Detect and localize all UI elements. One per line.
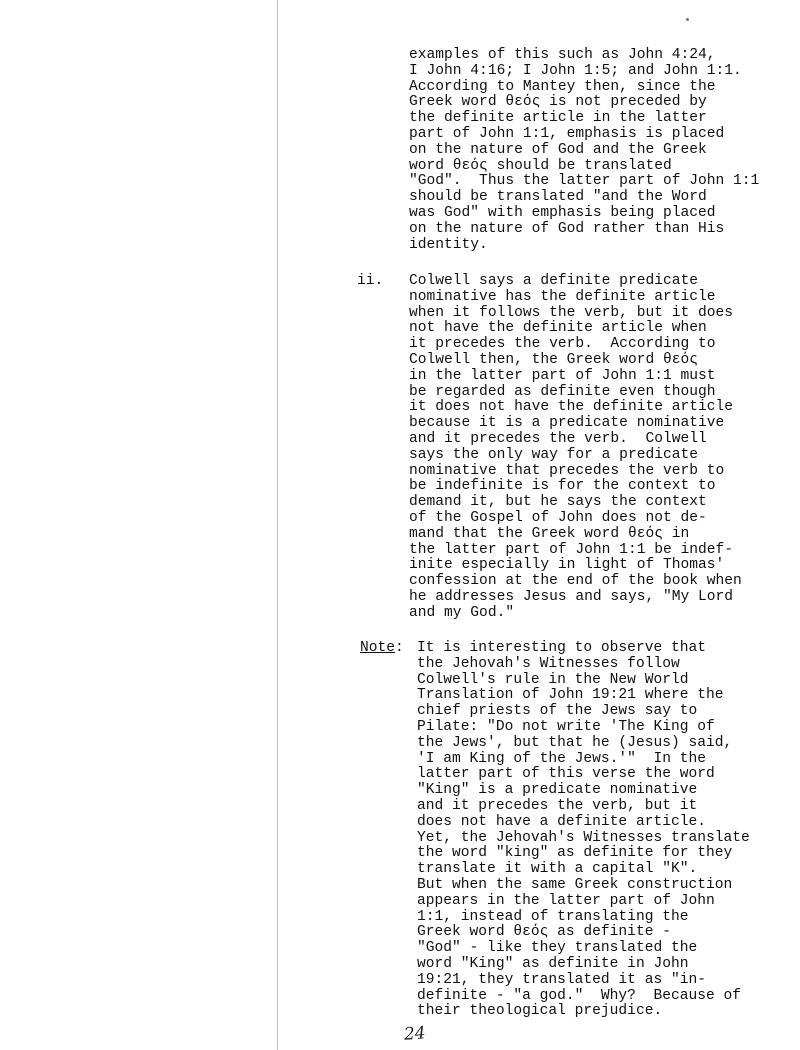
- note-colon: :: [395, 640, 404, 656]
- item-ii-text: Colwell says a definite predicate nominative has the definite article when it follows the verb, but it does not have the definite article when it precedes the verb. According to Colwell then, the Greek word θεός in the latter part of John 1:1 must be regarded as definite even though it does not have the definite article because it is a predicate nominative and it precedes the verb. Colwell says the only way for a predicate nominative that precedes the verb to be indefinite is for the context to demand it, but he says the context of the Gospel of John does not de- mand that the Greek word θεός in the latter part of John 1:1 be indef- inite especially in light of Thomas' confession at the end of the book when he addresses Jesus and says, "My Lord and my God.": [409, 273, 742, 621]
- item-marker: ii.: [357, 273, 384, 289]
- note-text: It is interesting to observe that the Jehovah's Witnesses follow Colwell's rule in the New World Translation of John 19:21 where the chief priests of the Jews say to Pilate: "Do not write 'The King of the Jews', but that he (Jesus) said, 'I am King of the Jews.'" In the latter part of this verse the word "King" is a predicate nominative and it precedes the verb, but it does not have a definite article. Yet, the Jehovah's Witnesses translate the word "king" as definite for they translate it with a capital "K". But when the same Greek construction appears in the latter part of John 1:1, instead of translating the Greek word θεός as definite - "God" - like they translated the word "King" as definite in John 19:21, they translated it as "in- definite - "a god." Why? Because of their theological prejudice.: [417, 640, 750, 1020]
- continuation-paragraph: [409, 48, 759, 253]
- continuation-text: examples of this such as John 4:24, I John 4:16; I John 1:5; and John 1:1. According to Mantey then, since the Greek word θεός is not preceded by the definite article in the latter part of John 1:1, emphasis is placed on the nature of God and the Greek word θεός should be translated "God". Thus the latter part of John 1:1 should be translated "and the Word was God" with emphasis being placed on the nature of God rather than His identity.: [409, 47, 760, 253]
- margin-rule: [277, 0, 278, 1050]
- note-paragraph: [417, 641, 750, 1020]
- item-ii-paragraph: [409, 274, 742, 622]
- note-label-wrap: [360, 641, 404, 657]
- page-number: 24: [403, 1023, 427, 1045]
- scan-speck: [686, 18, 689, 21]
- note-label: Note: [360, 640, 396, 656]
